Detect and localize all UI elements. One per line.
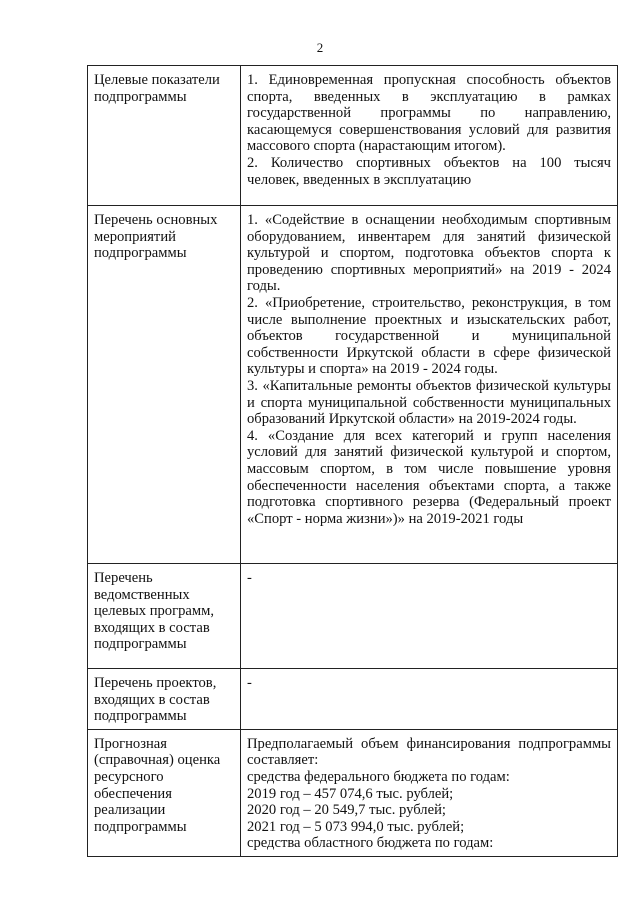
row-value <box>241 564 618 669</box>
row-value <box>241 669 618 730</box>
row-label: Целевые показатели подпрограммы <box>88 66 241 206</box>
projects-value: - <box>247 675 252 691</box>
target-indicator-2: 2. Количество спортивных объектов на 100 тысяч человек, введенных в эксплуатацию <box>247 154 611 188</box>
page-number: 2 <box>316 40 324 55</box>
financing-federal-heading: средства федерального бюджета по годам: <box>247 768 510 785</box>
row-label: Перечень ведомственных целевых программ, входящих в состав подпрограммы <box>88 564 241 669</box>
financing-federal-2021: 2021 год – 5 073 994,0 тыс. рублей; <box>247 818 465 835</box>
main-activity-1: 1. «Содействие в оснащении необходимым спортивным оборудованием, инвентарем для занятий физической культурой и спортом, подготовка объектов спорта к проведению спортивных мероприятий» на 2019 - 2024 годы. <box>247 212 611 295</box>
financing-intro: Предполагаемый объем финансирования подпрограммы составляет: <box>247 735 611 769</box>
table-row-departmental-programs <box>88 564 618 669</box>
financing-regional-heading: средства областного бюджета по годам: <box>247 835 494 852</box>
row-label: Перечень проектов, входящих в состав подпрограммы <box>88 669 241 730</box>
row-value <box>241 729 618 856</box>
row-value <box>241 66 618 206</box>
main-activity-3: 3. «Капитальные ремонты объектов физической культуры и спорта муниципальной собственности муниципальных образований Иркутской области» на 2019-2024 годы. <box>247 377 611 428</box>
target-indicator-1: 1. Единовременная пропускная способность объектов спорта, введенных в эксплуатацию в рамках государственной программы по направлению, касающемуся совершенствования условий для развития массового спорта (нарастающим итогом). <box>247 72 611 155</box>
main-activity-4: 4. «Создание для всех категорий и групп населения условий для занятий физической культурой и спортом, массовым спортом, в том числе повышение уровня обеспеченности населения объектами спорта, а также подготовка спортивного резерва (Федеральный проект «Спорт - норма жизни»)» на 2019-2021 годы <box>247 427 611 527</box>
table-row-main-activities <box>88 206 618 564</box>
financing-federal-2019: 2019 год – 457 074,6 тыс. рублей; <box>247 785 454 802</box>
financing-federal-2020: 2020 год – 20 549,7 тыс. рублей; <box>247 802 446 819</box>
departmental-programs-value: - <box>247 570 252 586</box>
row-label: Перечень основных мероприятий подпрограммы <box>88 206 241 564</box>
row-value <box>241 206 618 564</box>
table-row-resource-estimate <box>88 729 618 856</box>
subprogram-passport-table <box>87 65 618 857</box>
table-row-projects <box>88 669 618 730</box>
row-label: Прогнозная (справочная) оценка ресурсного обеспечения реализации подпрограммы <box>88 729 241 856</box>
main-activity-2: 2. «Приобретение, строительство, реконструкция, в том числе выполнение проектных и изыскательских работ, объектов государственной и муниципальной собственности Иркутской области в сфере физической культуры и спорта» на 2019 - 2024 годы. <box>247 294 611 378</box>
table-row-target-indicators <box>88 66 618 206</box>
